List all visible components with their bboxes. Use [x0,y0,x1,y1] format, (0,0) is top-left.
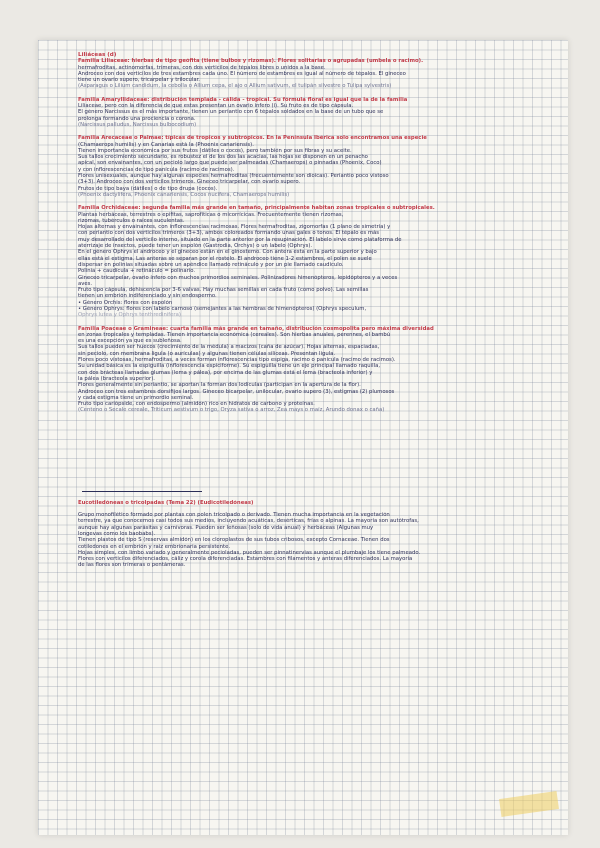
section-amaryllidaceae [78,97,538,128]
note-line: Familia Amaryllidaceae: distribución templada - cálida - tropical. Su fórmula floral es igual que la de la familia [78,96,408,103]
note-line: es una excepción ya que es subleñosa. [78,338,182,345]
note-line: Familia Arecaceae o Palmae: típicas de tropicos y subtrópicos. En la Península Ibérica solo encontramos una especie [78,135,427,142]
section-poaceae [78,326,538,414]
note-line: y cada estigma tiene un primordio seminal. [78,394,194,401]
note-line: en zonas tropicales y templadas. Tienen importancia económica (cereales). Son hierbas anuales, perennes, el bambú [78,331,391,338]
note-line: Sus tallos pueden ser huecos (crecimiento de la médula) a macizos (caña de azúcar). Hojas alternas, espaciadas, [78,344,380,351]
note-line: dispersar en polinias situadas sobre un apéndice llamado retináculo y por un pie llamado caudículo. [78,261,344,268]
note-line: Polinia + caudícula + retináculo = polinario. [78,268,196,275]
note-line: Sus tallos crecimiento secundario, es robustez el de los dos las acacias, las hojas se disponen en un penacho [78,154,368,161]
note-line: terrestre, ya que conocemos casi todos sus medios, incluyendo acuáticas, desérticas, frías o alpinas. La mayoría son autótrofas, [78,518,419,525]
note-line: Androceo con dos verticilos de tres estambres cada uno. El número de estambres es igual al número de tépalos. El gineceo [78,70,406,77]
note-line: Plantas herbáceas, terrestres o epífitas, saprofíticas o micorrícicas. Frecuentemente tienen rizomas, [78,211,344,218]
section-divider [82,491,202,492]
note-line: Gineceo tricarpelar, ovario ínfero con muchos primordios seminales. Polinizadores himenópteros, lepidópteros y a veces [78,274,398,281]
note-line: Flores poco vistosas, hermafroditas, a veces forman inflorescencias tipo espiga, racimo o panícula (racimo de racimos). [78,357,396,364]
note-line: ellas está el estigma. Las anteras se separan por el rostelo. El androceo tiene 1-2 estambres, el polen se suele [78,255,372,262]
blank-gap [78,421,538,491]
note-line: El género Narcissus es el más importante, tienen un periantio con 6 tépalos soldados en la base de un tubo que se [78,109,384,116]
note-line: (3+3). Androceo con dos verticilos trímeros. Gineceo tricarpelar, con ovario supero. [78,179,301,186]
note-line: (Asparagus o Lilium candidum, la cebolla o Allium cepa, el ajo o Allium sativum, el tulipán silvestre o Tulipa sylvestris) [78,83,392,90]
note-line: Ophrys lutea y Ophrys tenthredinifera) [78,312,181,319]
note-line: cotiledones en el embrión y raíz embrionaria persistente. [78,543,231,550]
note-line: la pálea (bracteola superior). [78,375,155,382]
note-line: Hojas simples, con limbo variado y generalmente pecioladas, pueden ser pinnatinervias aunque el plumbaje los tiene palmeado. [78,549,421,556]
section-liliaceae [78,58,538,89]
note-line: Flores unisexuales, aunque hay algunas especies hermafroditas (frecuentemente son dioicas). Periantio poco vistoso [78,173,389,180]
note-line: Flores generalmente sin periantio, se aportan la forman dos lodículas (participan en la apertura de la flor). [78,382,361,389]
note-line: aterrizaje de insectos, puede tener un espolón (Gastrodia, Orchys) o un labelo (Ophrys). [78,243,313,250]
note-line: tiene un ovario supero, tricarpelar y trilocular. [78,77,200,84]
handwritten-notes [78,52,538,576]
note-line: Androceo con tres estambres dorsifijos largos. Gineceo bicarpelar, unilocular, ovario supero (3), estigmas (2) plumosos [78,388,395,395]
note-line: Frutos de tipo baya (dátiles) o de tipo drupa (cocos). [78,185,218,192]
note-line: de las flores son trímeras o pentámeras. [78,562,186,569]
note-line: Familia Poaceae o Gramineae: cuarta familia más grande en tamaño, distribución cosmopolita pero máxima diversidad [78,325,434,332]
note-line: aunque hay algunas parásitas y carnívoras. Pueden ser leñosas (solo de vida anual) y herbáceas (Algunas muy [78,524,374,531]
note-line: rizomas, tubérculos o raíces suculentas. [78,217,185,224]
note-line: Fruto tipo cápsula, dehiscencia por 3-6 valvas. Hay muchas semillas en cada fruto (como polvo). Las semillas [78,287,369,294]
note-line: apical, son envainantes, con un peciolo largo que puede ser palmeadas (Chamaerops) o pinnadas (Phoenix, Coco) [78,160,382,167]
note-line: Familia Liliaceae: hierbas de tipo geófita (tiene bulbos y rizomas). Flores solitarias o agrupadas (umbela o racimo). [78,58,424,65]
section-arecaceae [78,135,538,198]
note-line: • Género Ophrys: flores con labelo carnoso (semejantes a las hembras de himenópteros) (Ophrys speculum, [78,305,367,312]
note-line: Grupo monofilético formado por plantas con polen tricolpado o derivado. Tienen mucha importancia en la vegetación [78,512,390,519]
note-line: En el género Ophrys el androceo y el gineceo están en el ginostemo. Con antera esta en la parte superior y bajo [78,249,377,256]
note-line: tienen un embrión indiferenciado y sin endospermo. [78,293,217,300]
note-line: (Phoenix dactylifera, Phoenix canariensis, Cocos nucifera, Chamaerops humilis) [78,191,290,198]
note-line: Su unidad básica es la espiguilla (inflorescencia espiciforme). Su espiguilla tiene un eje principal llamado raquilla, [78,363,380,370]
note-line: hermafroditas, actinomorfas, trímeras, con dos verticilos de tépalos libres o unidos a la base. [78,64,326,71]
note-line: prolonga formando una prociencia o corona. [78,115,196,122]
note-line: aves. [78,280,93,287]
page-title: Liliáceas (d) [78,52,117,58]
note-line: Fruto tipo cariópside, con endospermo (almidón) rico en hidratos de carbono y proteínas. [78,401,315,408]
note-line: (Chamaerops humilis) y en Canarias está la (Phoenix canariensis). [78,141,254,148]
section-eucotiledoneas [78,500,538,569]
note-line: (Centeno o Secale cereale, Triticum aestivum o trigo, Oryza sativa o arroz, Zea mays o maíz, Arundo donax o caña) [78,407,385,414]
note-line: y con inflorescencias de tipo panícula (racimo de racimos). [78,166,235,173]
note-line: Tienen importancia económica por sus frutos (dátiles o cocos), pero también por sus fibras y su aceite. [78,147,352,154]
section-orchidaceae [78,205,538,318]
note-line: Liliaceae, pero con la diferencia de que estas presentan un ovario ínfero (i). Su fruto es de tipo cápsula. [78,103,354,110]
note-line: muy desarrollado del verticilo interno, situado en la parte anterior por la resupinación. El labelo sirve como plataforma de [78,236,402,243]
note-line: • Género Orchis: flores con espolón [78,299,173,306]
note-line: Flores con verticilos diferenciados, cáliz y corola diferenciadas. Estambres con filamentos y anteras diferenciados. La mayoría [78,556,413,563]
note-line: Hojas alternas y envainantes, con inflorescencias racimosas. Flores hermafroditas, zigomorfas (1 plano de simetría) y [78,224,391,231]
note-line: con periantio con dos verticilos trímeros (3+3), ambos coloreados formando unas gales o tonos. El tépalo es más [78,230,380,237]
note-line: con dos brácteas llamadas glumas (lema y pálea), por encima de las glumas está el lema (bracteola inferior) y [78,369,373,376]
note-line: longevas como los baobabs). [78,530,156,537]
note-line: Eucotiledóneas o tricolpadas (Tema 22) (Eudicotiledóneas) [78,499,254,506]
note-line: (Narcissus palludus, Narcissus bulbocodium) [78,121,197,128]
note-line: Familia Orchidaceae: segunda familia más grande en tamaño, principalmente habitan zonas tropicales o subtropicales. [78,205,435,212]
note-line: sin peciolo, con membrana lígula (o aurículas) y algunas tienen células silíceas. Presentan lígula. [78,350,336,357]
note-line: Tienen plastos de tipo S (reservas almidón) en los cloroplastos de sus tubos cribosos, excepto Cornaceae. Tienen dos [78,537,390,544]
